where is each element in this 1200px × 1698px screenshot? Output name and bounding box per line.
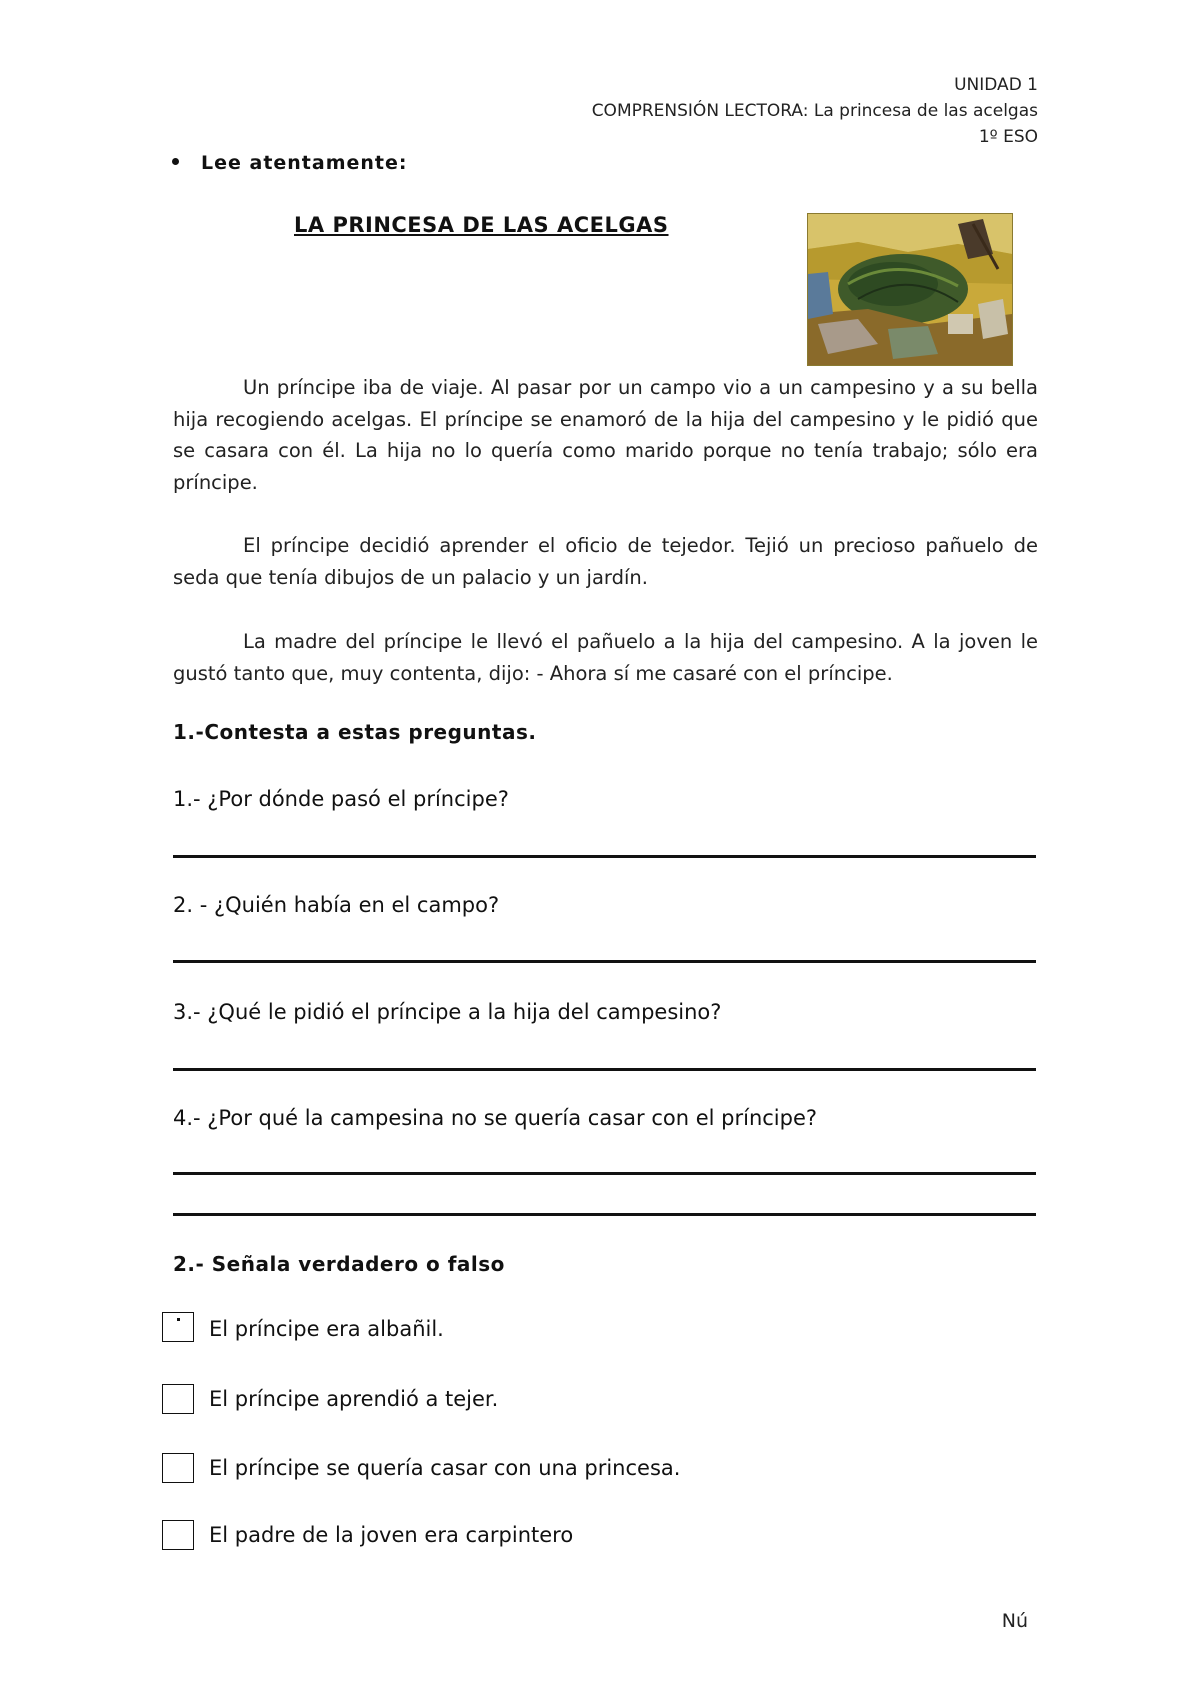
answer-line-3[interactable]: [173, 1068, 1036, 1071]
answer-line-4a[interactable]: [173, 1172, 1036, 1175]
question-3: 3.- ¿Qué le pidió el príncipe a la hija del campesino?: [173, 1000, 722, 1024]
question-2: 2. - ¿Quién había en el campo?: [173, 893, 500, 917]
instruction-text: Lee atentamente:: [201, 152, 408, 174]
header-unit: UNIDAD 1: [954, 75, 1038, 95]
answer-line-1[interactable]: [173, 855, 1036, 858]
section-1-heading: 1.-Contesta a estas preguntas.: [173, 720, 537, 744]
story-title: LA PRINCESA DE LAS ACELGAS: [294, 213, 669, 237]
bullet-icon: [172, 158, 179, 165]
story-paragraph-1: Un príncipe iba de viaje. Al pasar por un campo vio a un campesino y a su bella hija recogiendo acelgas. El príncipe se enamoró de la hija del campesino y le pidió que se casara con él. La hija no lo quería como marido porque no tenía trabajo; sólo era príncipe.: [173, 376, 1038, 494]
true-false-checkbox-4[interactable]: [162, 1520, 194, 1550]
statement-1: El príncipe era albañil.: [209, 1317, 444, 1341]
question-1: 1.- ¿Por dónde pasó el príncipe?: [173, 787, 509, 811]
story-paragraph-3: La madre del príncipe le llevó el pañuelo a la hija del campesino. A la joven le gustó tanto que, muy contenta, dijo: - Ahora sí me casaré con el príncipe.: [173, 630, 1038, 685]
story-illustration: [807, 213, 1013, 366]
section-2-heading: 2.- Señala verdadero o falso: [173, 1252, 505, 1276]
answer-line-4b[interactable]: [173, 1213, 1036, 1216]
true-false-checkbox-1[interactable]: [162, 1312, 194, 1342]
statement-4: El padre de la joven era carpintero: [209, 1523, 574, 1547]
question-4: 4.- ¿Por qué la campesina no se quería casar con el príncipe?: [173, 1106, 818, 1130]
true-false-checkbox-2[interactable]: [162, 1384, 194, 1414]
statement-2: El príncipe aprendió a tejer.: [209, 1387, 499, 1411]
story-paragraph-2: El príncipe decidió aprender el oficio de tejedor. Tejió un precioso pañuelo de seda que tenía dibujos de un palacio y un jardín.: [173, 534, 1038, 589]
checkbox-mark-icon: [177, 1318, 180, 1321]
header-subject: COMPRENSIÓN LECTORA: La princesa de las acelgas: [591, 101, 1038, 121]
answer-line-2[interactable]: [173, 960, 1036, 963]
page-footer: Nú: [1001, 1610, 1028, 1632]
header-level: 1º ESO: [978, 127, 1038, 147]
instruction: [172, 152, 408, 174]
statement-3: El príncipe se quería casar con una princesa.: [209, 1456, 681, 1480]
true-false-checkbox-3[interactable]: [162, 1453, 194, 1483]
